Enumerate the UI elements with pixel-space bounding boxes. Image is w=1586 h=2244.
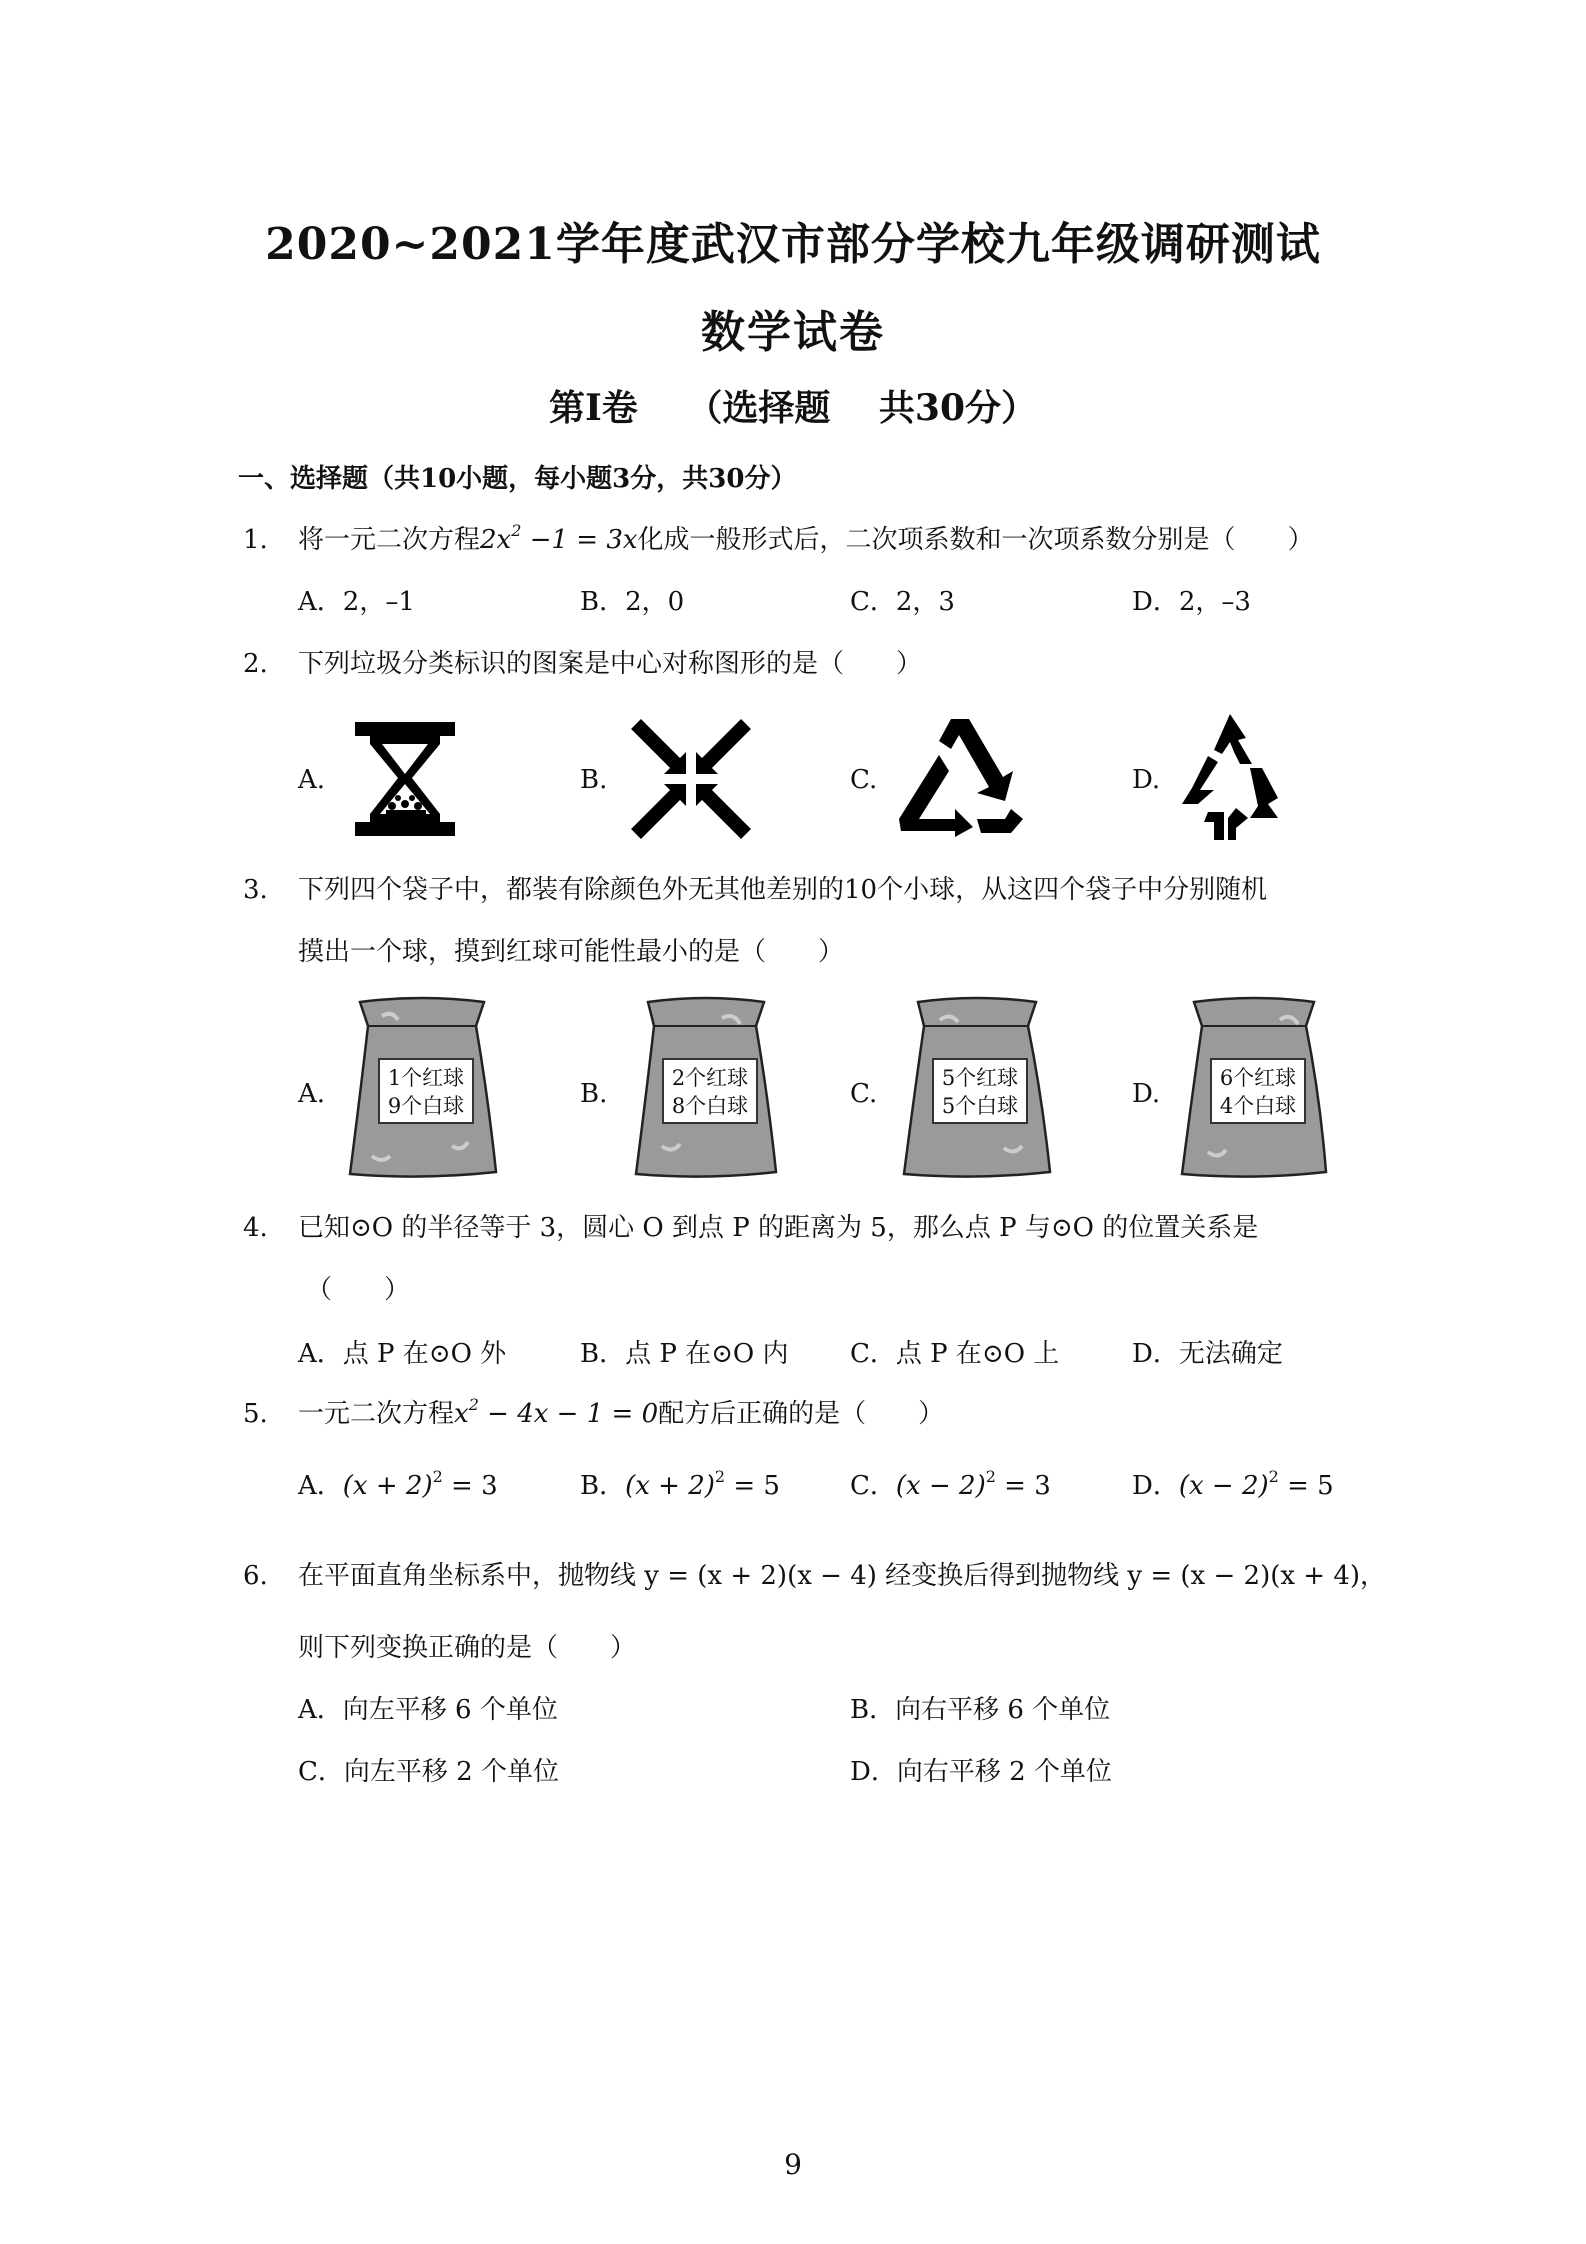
q1-option-c[interactable]: C．2，3 (850, 587, 955, 617)
q1-option-b[interactable]: B．2，0 (580, 587, 685, 617)
q6-option-c[interactable]: C．向左平移 2 个单位 (298, 1757, 559, 1787)
bag-c (896, 996, 1056, 1186)
q5-option-d[interactable]: D．$(x - 2)^2 = 5$ (1132, 1467, 1334, 1501)
q4-option-c[interactable]: C．点 P 在⊙O 上 (850, 1339, 1060, 1369)
page-number: 9 (784, 2148, 802, 2181)
q5-option-c[interactable]: C．$(x - 2)^2 = 3$ (850, 1467, 1051, 1501)
bag-c-white: 5个白球 (941, 1094, 1019, 1118)
q5-stem: 一元二次方程$x^2 - 4x - 1 = 0$配方后正确的是（ ） (298, 1395, 945, 1429)
q5-option-b[interactable]: B．$(x + 2)^2 = 5$ (580, 1467, 780, 1501)
q6-stem-line2: 则下列变换正确的是（ ） (298, 1633, 637, 1663)
q4-option-d[interactable]: D．无法确定 (1132, 1339, 1283, 1369)
section-heading: 一、选择题（共10小题，每小题3分，共30分） (238, 464, 797, 494)
arrows-converge-icon (630, 718, 752, 840)
q5-eq: $x^2 - 4x - 1 = 0$ (454, 1395, 659, 1429)
q4-stem-line2: （ ） (306, 1275, 411, 1305)
volume-score: 共30分） (878, 387, 1038, 429)
q4-option-b[interactable]: B．点 P 在⊙O 内 (580, 1339, 789, 1369)
bag-b-white: 8个白球 (671, 1094, 749, 1118)
q6-stem-line1: 在平面直角坐标系中，抛物线 y = (x + 2)(x − 4) 经变换后得到抛物线 y = (x − 2)(x + 4)， (298, 1561, 1387, 1591)
q6-option-a[interactable]: A．向左平移 6 个单位 (298, 1695, 558, 1725)
q3-stem-line2: 摸出一个球，摸到红球可能性最小的是（ ） (298, 937, 845, 967)
q3-label-d[interactable]: D. (1132, 1079, 1161, 1109)
q4-number: 4. (243, 1213, 268, 1243)
volume-type: （选择题 (686, 387, 831, 429)
bag-d-label (1210, 1058, 1306, 1124)
q2-label-b[interactable]: B. (580, 765, 608, 795)
bag-a-white: 9个白球 (387, 1094, 465, 1118)
q1-number: 1. (243, 525, 268, 555)
volume-heading (0, 380, 1586, 431)
q1-stem: 将一元二次方程$2x^2 -1 = 3x$化成一般形式后，二次项系数和一次项系数分别是（ ） (298, 521, 1314, 555)
q5-option-a[interactable]: A．$(x + 2)^2 = 3$ (298, 1467, 498, 1501)
bag-a-label (378, 1058, 474, 1124)
q4-option-a[interactable]: A．点 P 在⊙O 外 (298, 1339, 507, 1369)
exam-title: 2020~2021学年度武汉市部分学校九年级调研测试 (265, 219, 1321, 270)
recycle-tree-icon (1178, 712, 1282, 842)
bag-d (1174, 996, 1334, 1186)
q3-stem-line1: 下列四个袋子中，都装有除颜色外无其他差别的10个小球，从这四个袋子中分别随机 (298, 875, 1268, 905)
bag-b-red: 2个红球 (671, 1066, 749, 1090)
bag-a (342, 996, 502, 1186)
q3-label-c[interactable]: C. (850, 1079, 878, 1109)
q2-label-c[interactable]: C. (850, 765, 878, 795)
bag-d-red: 6个红球 (1219, 1066, 1297, 1090)
q6-option-b[interactable]: B．向右平移 6 个单位 (850, 1695, 1111, 1725)
recycle-triangle-icon (895, 715, 1025, 839)
bag-a-red: 1个红球 (387, 1066, 465, 1090)
q3-label-a[interactable]: A. (298, 1079, 326, 1109)
q3-number: 3. (243, 875, 268, 905)
hourglass-icon (350, 718, 460, 840)
q5-number: 5. (243, 1399, 268, 1429)
q6-option-d[interactable]: D．向右平移 2 个单位 (850, 1757, 1112, 1787)
q3-label-b[interactable]: B. (580, 1079, 608, 1109)
bag-d-white: 4个白球 (1219, 1094, 1297, 1118)
bag-b (626, 996, 786, 1186)
q4-stem-line1: 已知⊙O 的半径等于 3，圆心 O 到点 P 的距离为 5，那么点 P 与⊙O 的位置关系是 (298, 1213, 1259, 1243)
q1-option-d[interactable]: D．2，–3 (1132, 587, 1251, 617)
q1-eq: $2x^2 -1 = 3x$ (480, 521, 638, 555)
bag-c-red: 5个红球 (941, 1066, 1019, 1090)
bag-c-label (932, 1058, 1028, 1124)
q2-stem: 下列垃圾分类标识的图案是中心对称图形的是（ ） (298, 649, 923, 679)
q2-number: 2. (243, 649, 268, 679)
q1-option-a[interactable]: A．2，–1 (298, 587, 415, 617)
bag-b-label (662, 1058, 758, 1124)
q6-number: 6. (243, 1561, 268, 1591)
volume-label: 第Ⅰ卷 (548, 387, 638, 429)
exam-subtitle: 数学试卷 (701, 307, 885, 358)
q2-label-d[interactable]: D. (1132, 765, 1161, 795)
q2-label-a[interactable]: A. (298, 765, 326, 795)
